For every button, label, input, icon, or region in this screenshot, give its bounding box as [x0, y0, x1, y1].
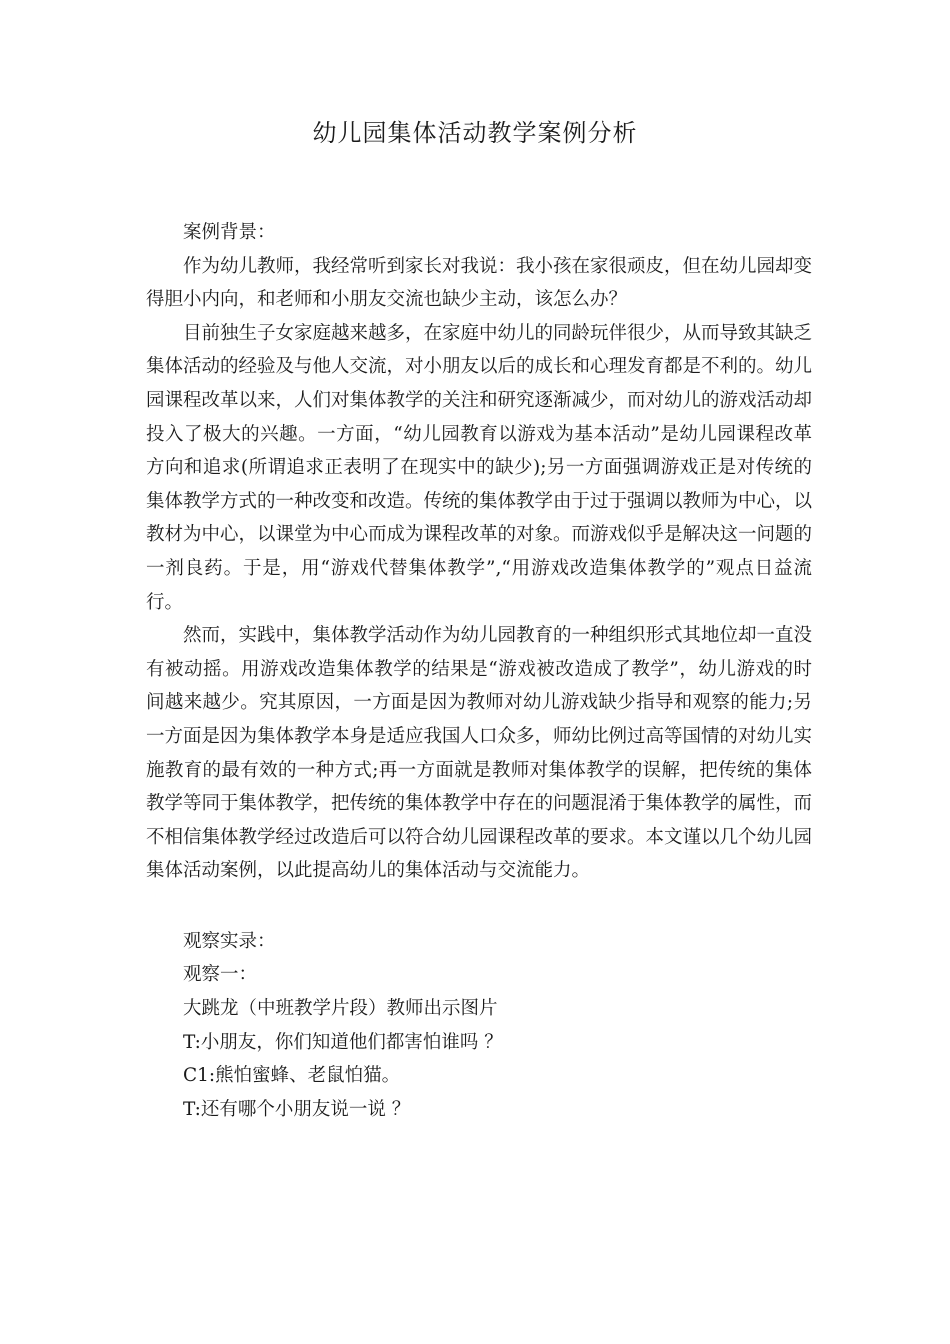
- dialogue-line: C1:熊怕蜜蜂、老鼠怕猫。: [183, 1065, 401, 1087]
- activity-line: 大跳龙（中班教学片段）教师出示图片: [183, 998, 498, 1020]
- body-paragraph: 作为幼儿教师，我经常听到家长对我说：我小孩在家很顽皮，但在幼儿园却变得胆小内向，和老师和小朋友交流也缺少主动，该怎么办？: [146, 255, 813, 311]
- document-body: [146, 216, 812, 1126]
- background-heading: 案例背景：: [183, 222, 276, 243]
- section-spacer: [146, 888, 812, 925]
- observation-one-heading: 观察一：: [183, 964, 258, 986]
- observation-heading: 观察实录：: [183, 930, 276, 952]
- dialogue-line: T:还有哪个小朋友说一说 ？: [183, 1098, 411, 1120]
- dialogue-line: T:小朋友，你们知道他们都害怕谁吗 ？: [183, 1031, 503, 1053]
- body-paragraph: 目前独生子女家庭越来越多，在家庭中幼儿的同龄玩伴很少，从而导致其缺乏集体活动的经验及与他人交流，对小朋友以后的成长和心理发育都是不利的。幼儿园课程改革以来，人们对集体教学的关注和研究逐渐减少，而对幼儿的游戏活动却投入了极大的兴趣。一方面，“幼儿园教育以游戏为基本活动”是幼儿园课程改革方向和追求(所谓追求正表明了在现实中的缺少);另一方面强调游戏正是对传统的集体教学方式的一种改变和改造。传统的集体教学由于过于强调以教师为中心，以教材为中心，以课堂为中心而成为课程改革的对象。而游戏似乎是解决这一问题的一剂良药。于是，用“游戏代替集体教学”,“用游戏改造集体教学的”观点日益流行。: [146, 322, 813, 613]
- document-title: 幼儿园集体活动教学案例分析: [312, 119, 638, 147]
- body-paragraph: 然而，实践中，集体教学活动作为幼儿园教育的一种组织形式其地位却一直没有被动摇。用游戏改造集体教学的结果是“游戏被改造成了教学”，幼儿游戏的时间越来越少。究其原因，一方面是因为教师对幼儿游戏缺少指导和观察的能力;另一方面是因为集体教学本身是适应我国人口众多，师幼比例过高等国情的对幼儿实施教育的最有效的一种方式;再一方面就是教师对集体教学的误解，把传统的集体教学等同于集体教学，把传统的集体教学中存在的问题混淆于集体教学的属性，而不相信集体教学经过改造后可以符合幼儿园课程改革的要求。本文谨以几个幼儿园集体活动案例，以此提高幼儿的集体活动与交流能力。: [146, 625, 813, 882]
